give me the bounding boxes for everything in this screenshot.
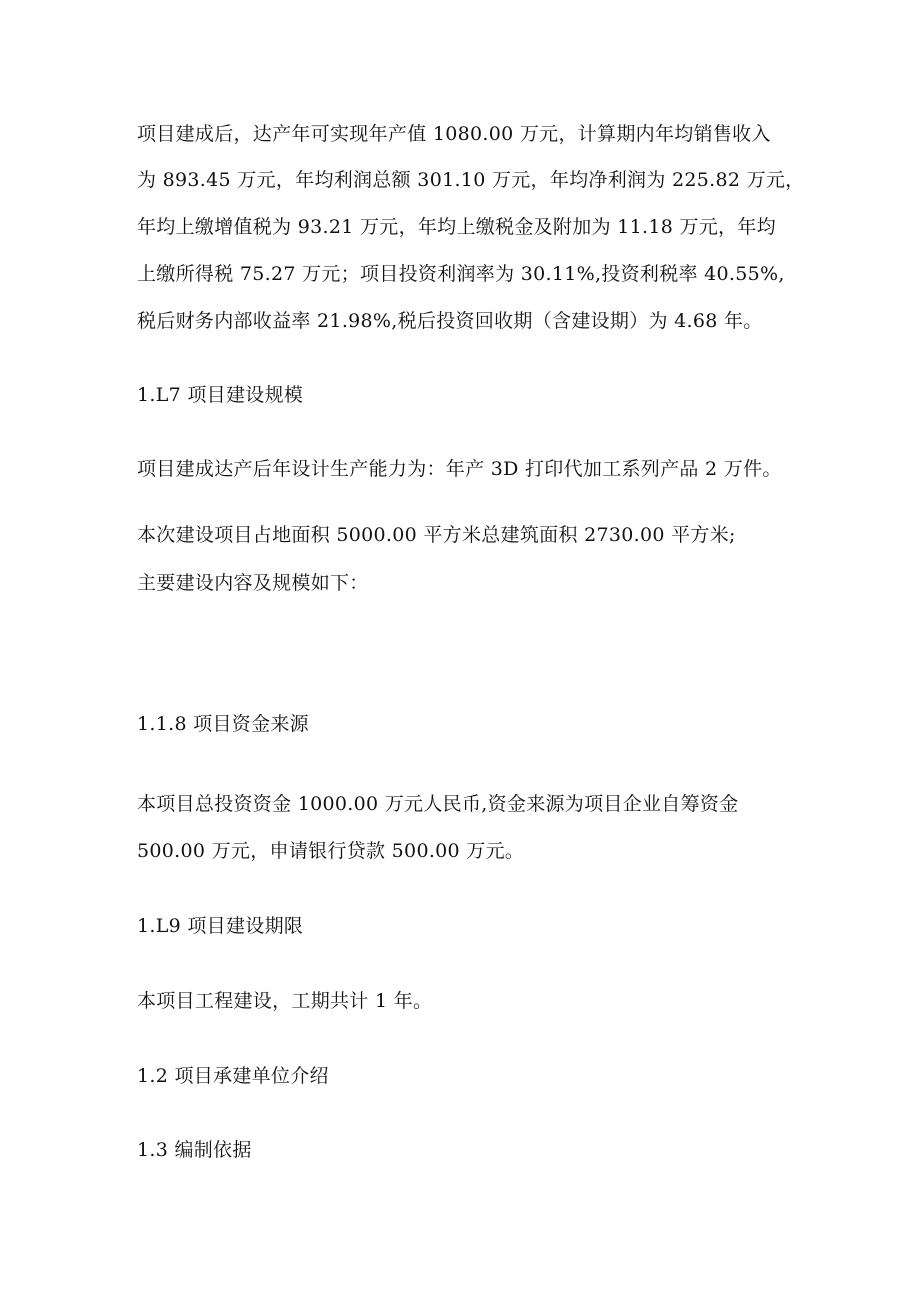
- summary-line-3: 年均上缴增值税为 93.21 万元，年均上缴税金及附加为 11.18 万元，年均: [137, 216, 776, 238]
- summary-line-2: 为 893.45 万元，年均利润总额 301.10 万元，年均净利润为 225.82 万元，: [137, 169, 805, 191]
- content-intro-text: 主要建设内容及规模如下：: [137, 572, 369, 594]
- section-heading-1-3: 1.3 编制依据: [137, 1139, 252, 1161]
- summary-line-5: 税后财务内部收益率 21.98%,税后投资回收期（含建设期）为 4.68 年。: [137, 310, 763, 332]
- section-heading-1-1-7: 1.L7 项目建设规模: [137, 384, 304, 406]
- section-heading-1-1-8: 1.1.8 项目资金来源: [137, 713, 309, 735]
- section-heading-1-1-9: 1.L9 项目建设期限: [137, 915, 304, 937]
- area-text: 本次建设项目占地面积 5000.00 平方米总建筑面积 2730.00 平方米;: [137, 524, 736, 546]
- funding-line-2: 500.00 万元，申请银行贷款 500.00 万元。: [137, 840, 525, 862]
- summary-line-4: 上缴所得税 75.27 万元；项目投资利润率为 30.11%,投资利税率 40.55%,: [137, 263, 785, 285]
- summary-line-1: 项目建成后，达产年可实现年产值 1080.00 万元，计算期内年均销售收入: [137, 123, 771, 145]
- section-heading-1-2: 1.2 项目承建单位介绍: [137, 1065, 329, 1087]
- funding-line-1: 本项目总投资资金 1000.00 万元人民币,资金来源为项目企业自筹资金: [137, 793, 739, 815]
- capacity-text: 项目建成达产后年设计生产能力为：年产 3D 打印代加工系列产品 2 万件。: [137, 458, 782, 480]
- construction-period-text: 本项目工程建设，工期共计 1 年。: [137, 990, 433, 1012]
